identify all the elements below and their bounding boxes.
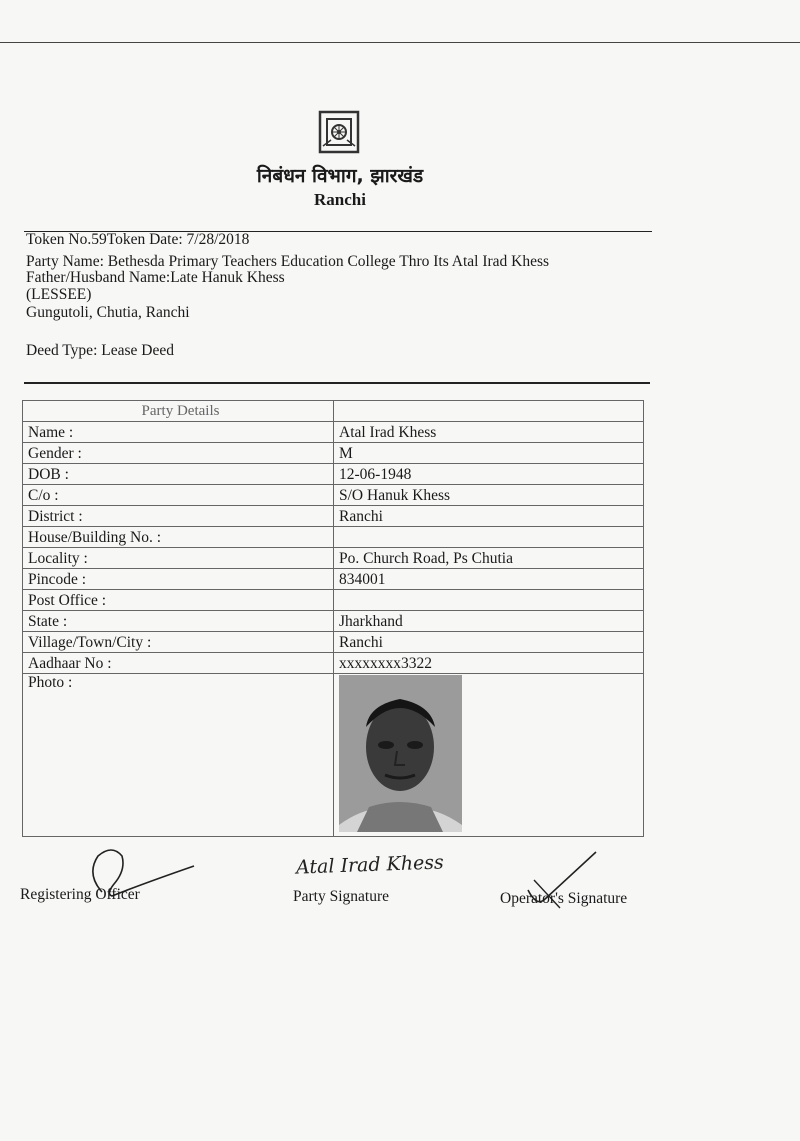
row-value: Atal Irad Khess (334, 422, 644, 443)
top-rule (0, 42, 800, 43)
photo-cell (334, 674, 644, 837)
table-row (23, 569, 644, 590)
row-label: Village/Town/City : (23, 632, 334, 653)
department-city: Ranchi (314, 190, 366, 209)
table-row (23, 632, 644, 653)
row-label: District : (23, 506, 334, 527)
table-row (23, 443, 644, 464)
registering-officer-label: Registering Officer (20, 886, 140, 903)
table-row (23, 590, 644, 611)
party-details-caption-blank (334, 401, 644, 422)
party-name: Party Name: Bethesda Primary Teachers Education College Thro Its Atal Irad Khess (26, 253, 550, 270)
row-value: xxxxxxxx3322 (334, 653, 644, 674)
table-row (23, 506, 644, 527)
table-row (23, 464, 644, 485)
jharkhand-emblem-icon (318, 110, 360, 154)
row-value: 834001 (334, 569, 644, 590)
row-label: Name : (23, 422, 334, 443)
table-row (23, 422, 644, 443)
section-rule (24, 382, 650, 384)
party-photo (339, 675, 462, 832)
row-label: Aadhaar No : (23, 653, 334, 674)
row-value: 12-06-1948 (334, 464, 644, 485)
row-value: Jharkhand (334, 611, 644, 632)
row-value: Po. Church Road, Ps Chutia (334, 548, 644, 569)
party-signature-label: Party Signature (293, 888, 389, 905)
row-value: S/O Hanuk Khess (334, 485, 644, 506)
department-title-hindi: निबंधन विभाग, झारखंड (256, 165, 424, 187)
party-role: (LESSEE) (26, 286, 92, 303)
party-address: Gungutoli, Chutia, Ranchi (26, 304, 190, 321)
row-value: M (334, 443, 644, 464)
row-label: Post Office : (23, 590, 334, 611)
photo-label: Photo : (23, 674, 334, 837)
token-line: Token No.59Token Date: 7/28/2018 (26, 231, 250, 248)
father-husband-name: Father/Husband Name:Late Hanuk Khess (26, 269, 285, 286)
row-label: House/Building No. : (23, 527, 334, 548)
row-label: DOB : (23, 464, 334, 485)
row-value (334, 527, 644, 548)
deed-type: Deed Type: Lease Deed (26, 342, 174, 359)
photo-row (23, 674, 644, 837)
row-label: Pincode : (23, 569, 334, 590)
table-row (23, 653, 644, 674)
row-label: State : (23, 611, 334, 632)
row-label: Gender : (23, 443, 334, 464)
party-details-table (22, 400, 644, 837)
row-value: Ranchi (334, 506, 644, 527)
row-value (334, 590, 644, 611)
table-row (23, 485, 644, 506)
table-row (23, 548, 644, 569)
table-row (23, 611, 644, 632)
row-value: Ranchi (334, 632, 644, 653)
table-row (23, 527, 644, 548)
party-handwritten-signature: Atal Irad Khess (295, 851, 445, 879)
row-label: Locality : (23, 548, 334, 569)
row-label: C/o : (23, 485, 334, 506)
operator-signature-label: Operator's Signature (500, 890, 628, 907)
party-details-caption: Party Details (23, 401, 334, 422)
